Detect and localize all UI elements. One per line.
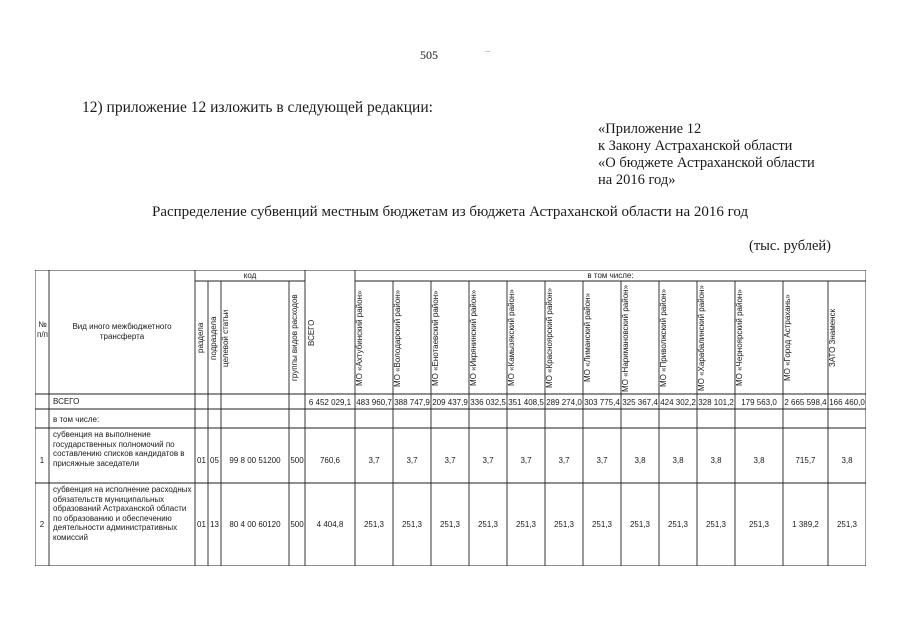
total-row-cell: 179 563,0 — [741, 398, 777, 407]
total-row-cell: 336 032,5 — [470, 398, 506, 407]
appendix-line-4: на 2016 год» — [598, 172, 676, 188]
header-mo-1: МО «Ахтубинский район» — [355, 290, 364, 386]
row-cell: 3,8 — [634, 456, 646, 465]
total-row-cell: 325 367,4 — [622, 398, 658, 407]
total-row-cell: 166 460,0 — [829, 398, 865, 407]
row-total: 760,6 — [319, 456, 341, 465]
header-mo-9: МО «Приволжский район» — [659, 288, 668, 388]
document-title: Распределение субвенций местным бюджетам из бюджета Астраханской области на 2016 год — [152, 204, 749, 220]
row-cell: 715,7 — [795, 456, 816, 465]
header-mo-7: МО «Лиманский район» — [583, 293, 592, 383]
total-row-cell: 328 101,2 — [698, 398, 734, 407]
page-number: 505 — [420, 48, 438, 62]
header-mo-4: МО «Икрянинский район» — [469, 289, 478, 387]
row-subsection: 13 — [210, 520, 219, 529]
row-cell: 251,3 — [401, 520, 423, 529]
row-total: 4 404,8 — [316, 520, 344, 529]
header-mo-12: МО «Город Астрахань» — [783, 294, 792, 382]
row-cell: 251,3 — [705, 520, 727, 529]
row-cell: 251,3 — [667, 520, 689, 529]
header-mo-5: МО «Камызякский район» — [507, 289, 516, 387]
row-cell: 3,7 — [368, 456, 380, 465]
row-cell: 251,3 — [363, 520, 385, 529]
row-cell: 3,7 — [596, 456, 608, 465]
row-cell: 3,8 — [753, 456, 765, 465]
header-including: в том числе: — [587, 271, 634, 280]
row-cell: 3,7 — [444, 456, 456, 465]
row-cell: 1 389,2 — [792, 520, 819, 529]
row-cell: 3,7 — [482, 456, 494, 465]
row-cell: 3,7 — [558, 456, 570, 465]
appendix-line-1: «Приложение 12 — [598, 121, 702, 137]
header-mo-3: МО «Енотаевский район» — [431, 290, 440, 386]
header-mo-11: МО «Черноярский район» — [735, 289, 744, 387]
row-cell: 251,3 — [439, 520, 461, 529]
subvention-table — [35, 270, 866, 566]
header-section: раздела — [196, 322, 205, 354]
header-total: ВСЕГО — [307, 319, 316, 346]
units-label: (тыс. рублей) — [749, 238, 831, 254]
row-cell: 3,7 — [406, 456, 418, 465]
row-cell: 251,3 — [591, 520, 613, 529]
row-group: 500 — [290, 520, 304, 529]
total-row-sum: 6 452 029,1 — [308, 398, 352, 407]
row-cell: 3,7 — [520, 456, 532, 465]
total-row-cell: 209 437,9 — [432, 398, 468, 407]
row-cell: 251,3 — [629, 520, 651, 529]
row-num: 2 — [39, 520, 45, 529]
header-mo-2: МО «Володарский район» — [393, 289, 402, 387]
header-transfer-type: Вид иного межбюджетного трансферта — [72, 322, 172, 341]
row-cell: 251,3 — [477, 520, 499, 529]
total-row-cell: 289 274,0 — [546, 398, 582, 407]
total-row-cell: 388 747,9 — [394, 398, 430, 407]
row-cell: 251,3 — [515, 520, 537, 529]
row-cell: 251,3 — [553, 520, 575, 529]
total-row-cell: 424 302,2 — [660, 398, 696, 407]
header-mo-8: МО «Наримановский район» — [621, 284, 630, 392]
row-cell: 3,8 — [672, 456, 684, 465]
appendix-line-3: «О бюджете Астраханской области — [598, 155, 815, 171]
header-mo-13: ЗАТО Знаменск — [828, 308, 837, 368]
row-num: 1 — [39, 456, 45, 465]
header-article: целевой статьи — [221, 309, 230, 367]
row-cell: 3,8 — [841, 456, 853, 465]
row-section: 01 — [197, 520, 206, 529]
header-mo-6: МО «Красноярский район» — [545, 287, 554, 389]
header-code: код — [243, 271, 257, 280]
row-article: 80 4 00 60120 — [229, 520, 281, 529]
total-row-cell: 351 408,5 — [508, 398, 544, 407]
total-row-cell: 2 665 598,4 — [784, 398, 827, 407]
scan-mark: – — [485, 46, 490, 57]
row-section: 01 — [197, 456, 206, 465]
header-subsection: подраздела — [209, 316, 218, 360]
total-row-cell: 303 775,4 — [584, 398, 620, 407]
row-label: субвенция на выполнение государственных полномочий по составлению списков кандидатов в присяжные заседатели — [53, 430, 185, 468]
header-mo-10: МО «Харабалинский район» — [697, 285, 706, 391]
intro-line: 12) приложение 12 изложить в следующей редакции: — [82, 99, 433, 116]
row-cell: 251,3 — [748, 520, 770, 529]
row-group: 500 — [290, 456, 304, 465]
header-num: № п/п — [37, 320, 48, 339]
row-label: субвенция на исполнение расходных обязательств муниципальных образований Астраханской области по образованию и обеспечению деятельности административных комиссий — [53, 485, 192, 542]
row-cell: 251,3 — [836, 520, 858, 529]
appendix-line-2: к Закону Астраханской области — [598, 138, 793, 154]
row-article: 99 8 00 51200 — [229, 456, 281, 465]
row-cell: 3,8 — [710, 456, 722, 465]
row-subsection: 05 — [210, 456, 219, 465]
total-row-cell: 483 960,7 — [356, 398, 392, 407]
header-expense-group: группы видов расходов — [290, 294, 299, 382]
including-row-label: в том числе: — [53, 415, 100, 424]
total-row-label: ВСЕГО — [53, 397, 80, 406]
